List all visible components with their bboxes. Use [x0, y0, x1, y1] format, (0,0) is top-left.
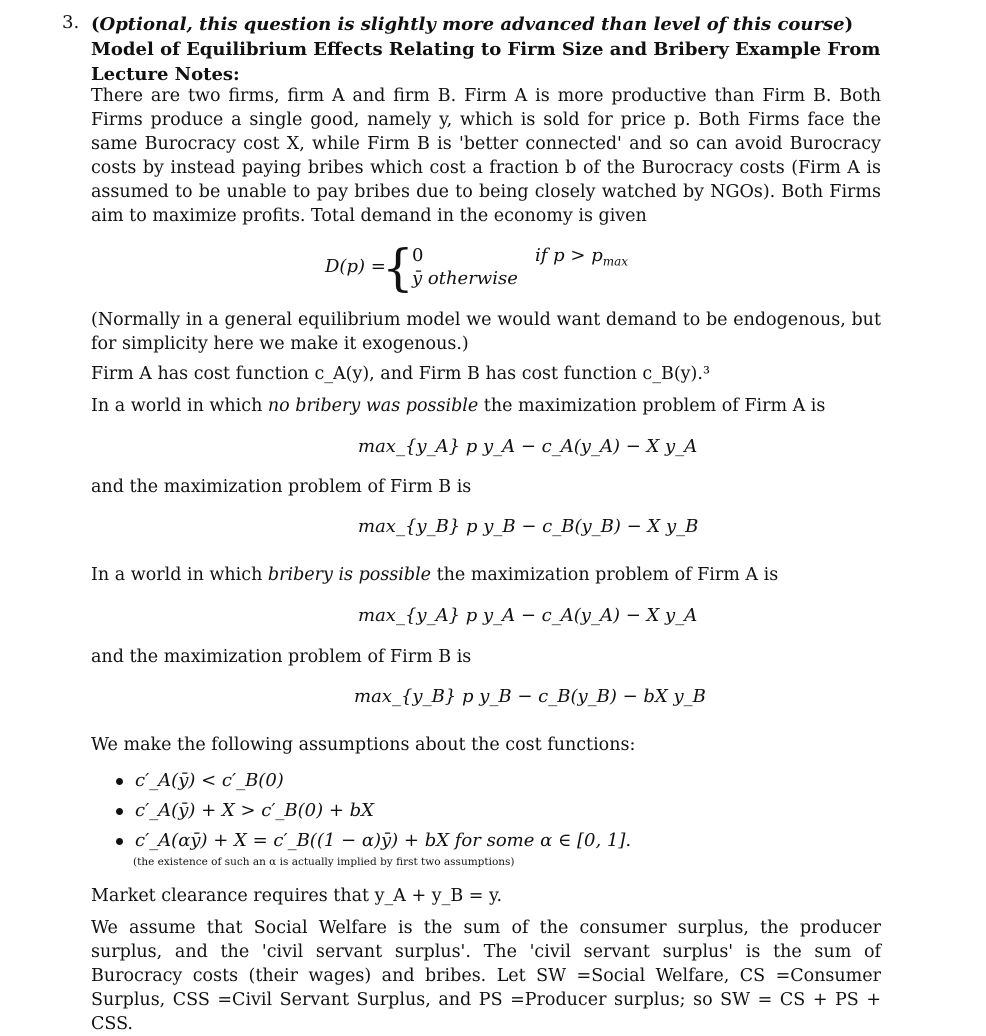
eq-firm-b-no-bribery: max_{y_B} p y_B − c_B(y_B) − X y_B [358, 516, 699, 537]
world-bribery-intro: In a world in which bribery is possible the maximization problem of Firm A is [91, 565, 779, 585]
demand-case2: ȳ otherwise [412, 268, 518, 289]
welfare-paragraph: We assume that Social Welfare is the sum of the consumer surplus, the producer surplus, and the 'civil servant surplus'. The 'civil servant surplus' is the sum of Burocracy costs (their wages) and bribes. Let SW =Social Welfare, CS =Consumer Surplus, CSS =Civil Servant Surplus, and PS =Producer surplus; so SW = CS + PS + CSS. [91, 918, 881, 1034]
demand-case1-condition: if $p > p_{max}$ [535, 245, 629, 269]
assumption-2: c′_A(ȳ) + X > c′_B(0) + bX [116, 800, 374, 821]
assumptions-intro: We make the following assumptions about the cost functions: [91, 735, 636, 755]
cost-functions-line: Firm A has cost function c_A(y), and Firm B has cost function c_B(y).³ [91, 364, 710, 384]
and-firm-b-line-2: and the maximization problem of Firm B is [91, 647, 472, 667]
demand-brace: { [382, 239, 414, 297]
and-firm-b-line-1: and the maximization problem of Firm B is [91, 477, 472, 497]
demand-lhs: D(p) = [325, 256, 386, 277]
optional-note: Optional, this question is slightly more advanced than level of this course [99, 14, 845, 35]
assumption-note: (the existence of such an α is actually implied by first two assumptions) [133, 856, 515, 868]
intro-paragraph: There are two firms, firm A and firm B. Firm A is more productive than Firm B. Both Firms produce a single good, namely y, which is sold for price p. Both Firms face the same Burocracy cost X, while Firm B is 'better connected' and so can avoid Burocracy costs by instead paying bribes which cost a fraction b of the Burocracy costs (Firm A is assumed to be unable to pay bribes due to being closely watched by NGOs). Both Firms aim to maximize profits. Total demand in the economy is given [91, 86, 881, 226]
market-clearance-line: Market clearance requires that y_A + y_B = y. [91, 886, 503, 906]
eq-firm-a-bribery: max_{y_A} p y_A − c_A(y_A) − X y_A [358, 605, 698, 626]
eq-firm-a-no-bribery: max_{y_A} p y_A − c_A(y_A) − X y_A [358, 436, 698, 457]
question-number: 3. [62, 12, 80, 33]
eq-firm-b-bribery: max_{y_B} p y_B − c_B(y_B) − bX y_B [354, 686, 706, 707]
demand-case1-value: 0 [412, 245, 424, 266]
assumption-1: c′_A(ȳ) < c′_B(0) [116, 770, 284, 791]
question-heading: (Optional, this question is slightly more advanced than level of this course) Model of Equilibrium Effects Relating to Firm Size and Bribery Example From Lecture Notes: [91, 14, 881, 85]
world-no-bribery-intro: In a world in which no bribery was possible the maximization problem of Firm A is [91, 396, 826, 416]
normally-paragraph: (Normally in a general equilibrium model we would want demand to be endogenous, but for simplicity here we make it exogenous.) [91, 310, 881, 354]
assumption-3: c′_A(αȳ) + X = c′_B((1 − α)ȳ) + bX for some α ∈ [0, 1]. [116, 830, 631, 851]
